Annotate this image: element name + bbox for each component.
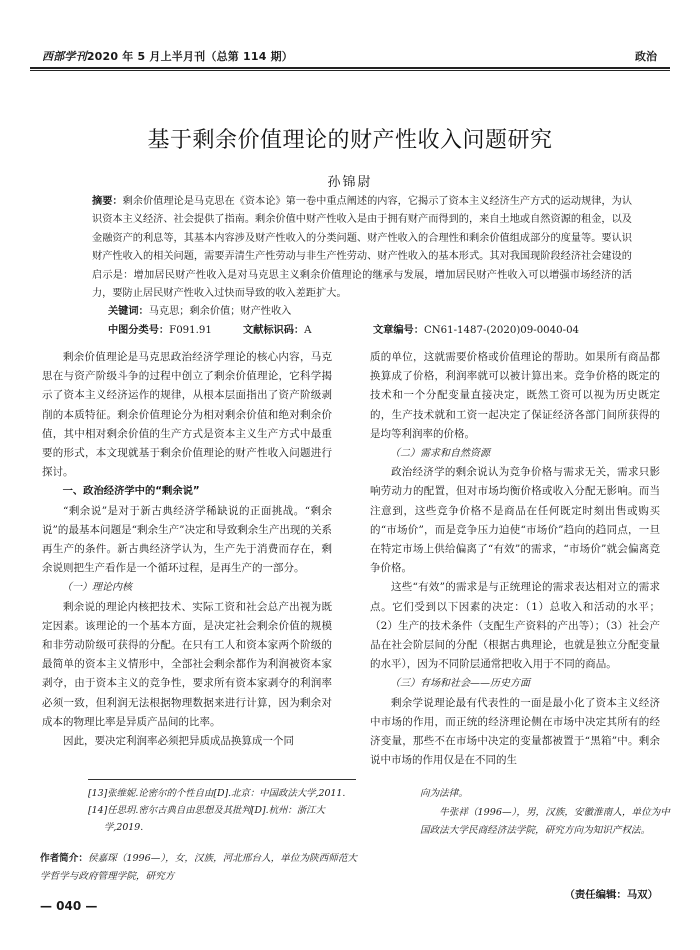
paragraph: 政治经济学的剩余说认为竞争价格与需求无关，需求只影响劳动力的配置，但对市场均衡价格或收入分配无影响。而当注意到，这些竞争价格不是商品在任何既定时刻出售或购买的“市场价”，而是竞争压力迫使“市场价”趋向的趋同点，一旦在特定市场上供给偏离了“有效”的需求，“市场价”就会偏离竞争价格。	[370, 466, 660, 575]
article-number: 文章编号：CN61-1487-(2020)09-0040-04	[373, 325, 580, 336]
paragraph: 剩余价值理论是马克思政治经济学理论的核心内容，马克思在与资产阶级斗争的过程中创立了剩余价值理论，它科学揭示了资本主义经济运作的规律，从根本层面指出了资产阶级剥削的本质特征。剩余价值理论分为相对剩余价值和绝对剩余价值，其中相对剩余价值的生产方式是资本主义生产方式中最重要的形式，本文现就基于剩余价值理论的财产性收入问题进行探讨。	[42, 351, 332, 479]
doc-code: 文献标识码：A	[243, 325, 312, 336]
left-column	[42, 348, 332, 751]
author-intro-right1: 向为法律。	[420, 788, 468, 799]
paragraph: 质的单位，这就需要价格或价值理论的帮助。如果所有商品都换算成了价格，利润率就可以被计算出来。竞争价格的既定的技术和一个分配变量直接决定，既然工资可以视为历史既定的，生产技术就和工资一起决定了保证经济各部门间所获得的是均等利润率的价格。	[370, 351, 660, 440]
reference-item: [13]张维妮.论密尔的个性自由[D].北京：中国政法大学,2011.	[88, 788, 346, 799]
author-intro-line1: 侯嘉琛（1996—），女，汉族，河北邢台人，单位为陕西师范大学哲学与政府管理学院，研究方	[40, 853, 358, 882]
section-name: 政治	[635, 50, 657, 63]
page-number: — 040 —	[40, 899, 98, 913]
reference-item: [14]任思玥.密尔古典自由思想及其批判[D].杭州：浙江大学,2019.	[88, 805, 325, 833]
subsection-heading: （二）需求和自然资源	[390, 448, 490, 460]
paragraph: 剩余说的理论内核把技术、实际工资和社会总产出视为既定因素。该理论的一个基本方面，是决定社会剩余价值的规模和非劳动阶级可获得的分配。在只有工人和资本家两个阶级的最简单的资本主义情形中，全部社会剩余都作为利润被资本家剥夺，由于资本主义的竞争性，要求所有资本家剥夺的利润率必须一致，但利润无法根据物理数据来进行计算，因为剩余对成本的物理比率是异质产品间的比率。	[42, 600, 332, 728]
abstract-label: 摘要：	[92, 196, 123, 207]
keywords-text: 马克思；剩余价值；财产性收入	[148, 306, 292, 317]
subsection-heading: （一）理论内核	[62, 582, 132, 594]
keywords-label: 关键词：	[108, 306, 149, 317]
clc-number: 中图分类号：F091.91	[108, 325, 212, 336]
abstract-text: 剩余价值理论是马克思在《资本论》第一卷中重点阐述的内容，它揭示了资本主义经济生产方式的运动规律，为认识资本主义经济、社会提供了指南。剩余价值中财产性收入是由于拥有财产而得到的，来自土地或自然资源的租金，以及金融资产的利息等，其基本内容涉及财产性收入的分类问题、财产性收入的合理性和剩余价值组成部分的度量等。要认识财产性收入的相关问题，需要弄清生产性劳动与非生产性劳动、财产性收入的基本形式。其对我国现阶段经济社会建设的启示是：增加居民财产性收入是对马克思主义剩余价值理论的继承与发展，增加居民财产性收入可以增强市场经济的活力，要防止居民财产性收入过快而导致的收入差距扩大。	[92, 196, 633, 300]
article-author: 孙锦尉	[327, 175, 373, 190]
subsection-heading: （三）有场和社会——历史方面	[390, 678, 530, 690]
author-intro-line2: 牛张祥（1996—），男，汉族，安徽淮南人，单位为中国政法大学民商经济法学院，研究方向为知识产权法。	[420, 806, 670, 836]
footnote-rule	[88, 779, 356, 780]
paragraph: 因此，要决定利润率必须把异质成品换算成一个同	[63, 735, 294, 748]
journal-name: 西部学刊	[42, 50, 87, 63]
paragraph: “剩余说”是对于新古典经济学稀缺说的正面挑战。“剩余说”的最基本问题是“剩余生产”决定和导致剩余生产出现的关系再生产的条件。新古典经济学认为，生产先于消费而存在，剩余说则把生产看作是一个循环过程，是再生产的一部分。	[42, 504, 332, 575]
issue-info: 2020 年 5 月上半月刊（总第 114 期）	[86, 50, 293, 63]
references	[88, 785, 358, 836]
author-intro	[40, 850, 358, 886]
paragraph: 剩余学说理论最有代表性的一面是最小化了资本主义经济中市场的作用，而正统的经济理论侧在市场中决定其所有的经济变量，那些不在市场中决定的变量都被置于“黑箱”中。剩余说中市场的作用仅是在不同的生	[370, 696, 660, 767]
author-intro-continued	[420, 785, 670, 841]
article-title: 基于剩余价值理论的财产性收入问题研究	[147, 128, 553, 153]
keywords	[108, 302, 291, 317]
section-heading: 一、政治经济学中的“剩余说”	[62, 485, 200, 498]
header-rule	[30, 67, 670, 69]
paragraph: 这些“有效”的需求是与正统理论的需求表达相对立的需求点。它们受到以下因素的决定：（1）总收入和活动的水平；（2）生产的技术条件（支配生产资料的产出等）；（3）社会产品在社会阶层间的分配（根据古典理论，也就是独立分配变量的水平），因为不同阶层通常把收入用于不同的商品。	[370, 581, 660, 671]
abstract	[92, 193, 632, 303]
right-column	[370, 348, 660, 770]
responsible-editor: （责任编辑：马双）	[564, 889, 658, 901]
header-rule-thin	[30, 70, 670, 71]
author-intro-label: 作者简介：	[40, 853, 88, 864]
